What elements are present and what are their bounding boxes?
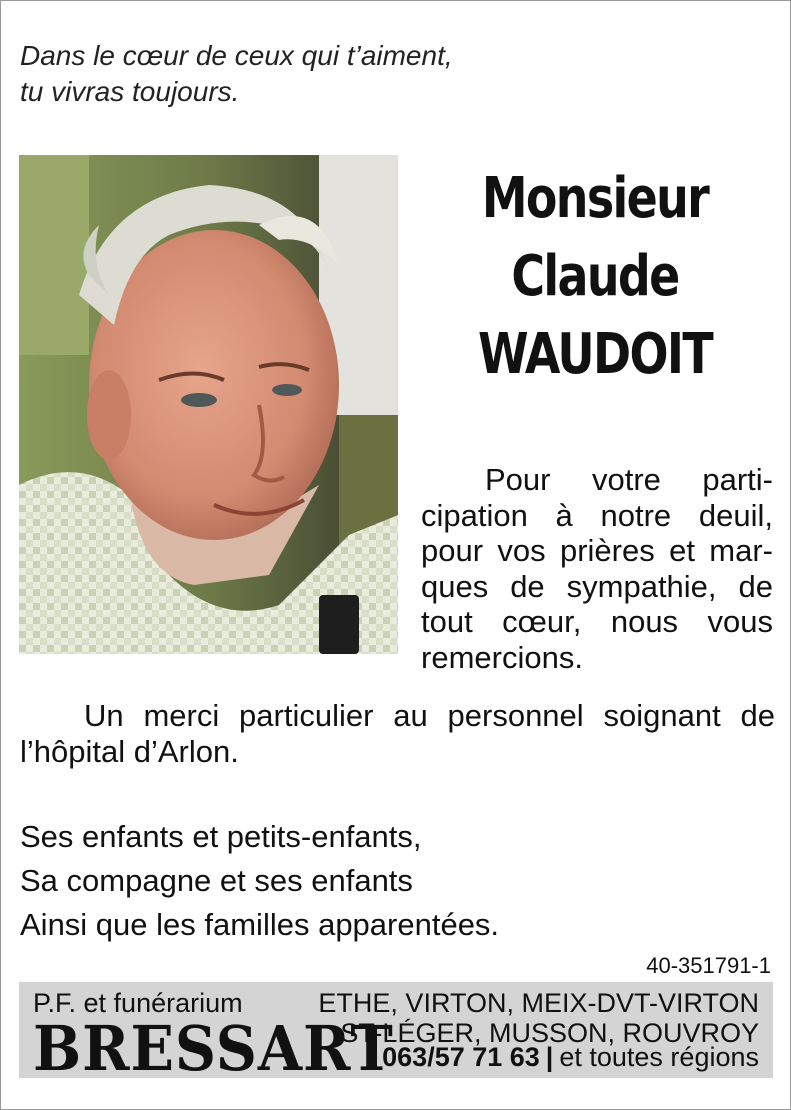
- epigraph-line-1: Dans le cœur de ceux qui t’aiment,: [20, 40, 453, 71]
- family-line-3: Ainsi que les familles apparentées.: [20, 907, 500, 942]
- portrait-photo: [19, 155, 398, 654]
- locations-line-1: ETHE, VIRTON, MEIX-DVT-VIRTON: [318, 988, 759, 1018]
- funeral-home-contact: [382, 1042, 759, 1072]
- special-thanks-text: Un merci particulier au personnel soignant de l’hôpital d’Arlon.: [20, 698, 775, 769]
- deceased-name: [452, 160, 739, 394]
- locations-line-2: ST-LÉGER, MUSSON, ROUVROY: [340, 1018, 759, 1048]
- deceased-first-name: Claude: [511, 244, 679, 309]
- deceased-last-name: WAUDOIT: [477, 322, 713, 387]
- family-line-2: Sa compagne et ses enfants: [20, 863, 413, 898]
- family-list: [20, 815, 499, 947]
- regions-text: et toutes régions: [559, 1042, 759, 1072]
- phone-number: 063/57 71 63: [382, 1042, 540, 1072]
- funeral-home-banner: [19, 982, 773, 1085]
- family-line-1: Ses enfants et petits-enfants,: [20, 819, 422, 854]
- deceased-title: Monsieur: [481, 166, 709, 231]
- separator: |: [545, 1042, 554, 1072]
- epigraph-line-2: tu vivras toujours.: [20, 76, 240, 107]
- special-thanks-paragraph: [20, 698, 775, 770]
- epigraph: [20, 38, 453, 110]
- thanks-text: Pour votre participation à notre deuil, pour vos prières et marques de sympathie, de tout cœur, nous vous remercions.: [421, 462, 773, 675]
- funeral-home-locations: [318, 988, 759, 1048]
- thanks-paragraph: [421, 462, 773, 675]
- funeral-home-label: P.F. et funérarium: [33, 988, 243, 1018]
- reference-number: 40-351791-1: [646, 953, 771, 978]
- funeral-home-brand: BRESSART: [33, 1012, 394, 1085]
